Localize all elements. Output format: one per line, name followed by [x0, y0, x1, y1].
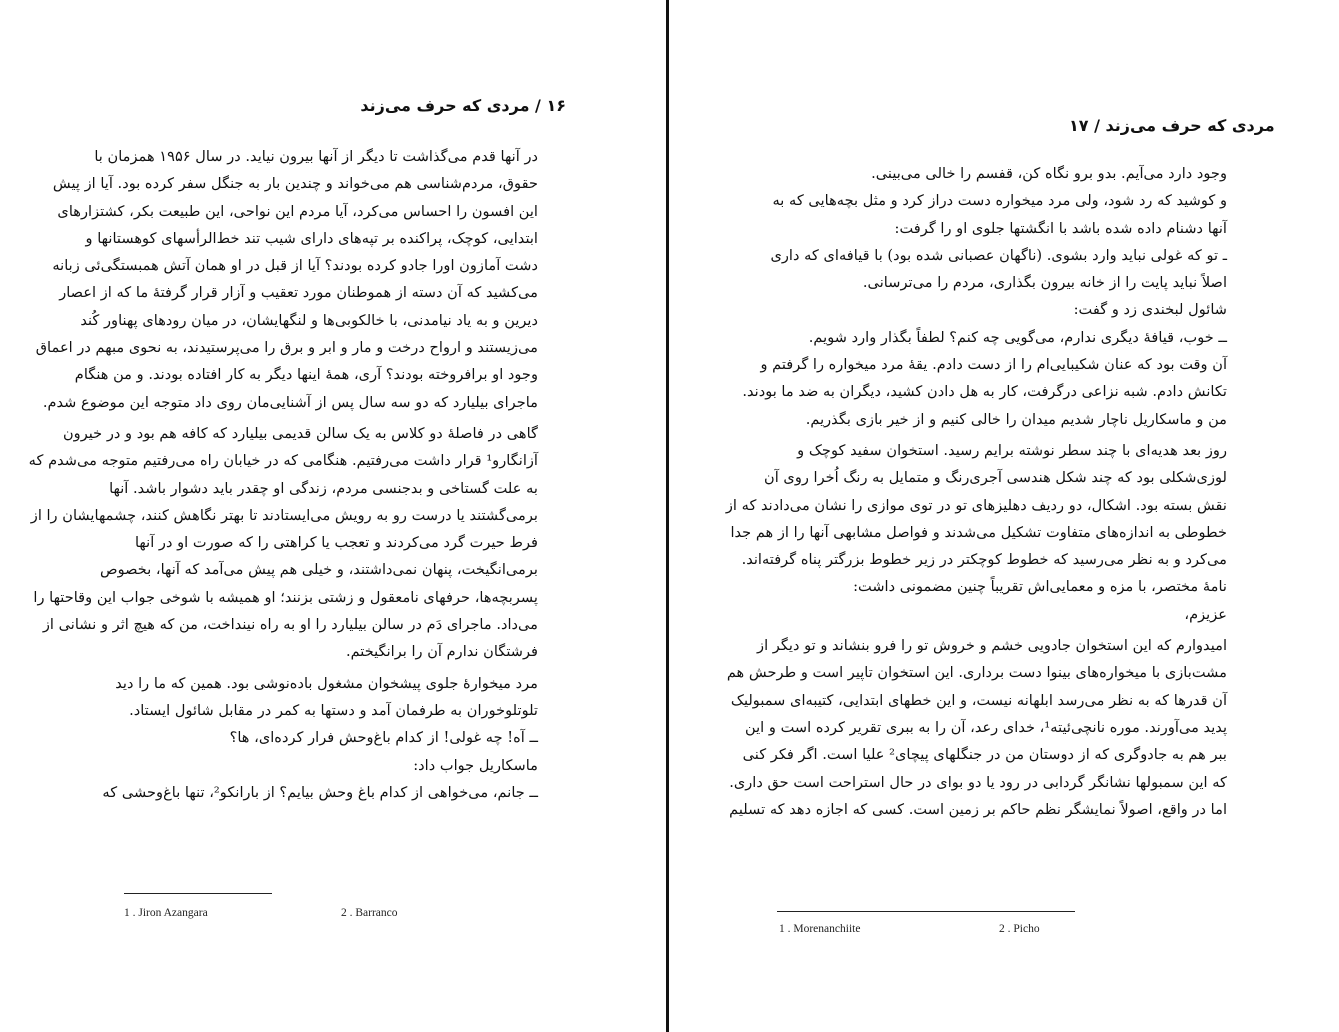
- text-line: برمی‌گشتند یا درست رو به رویش می‌ایستادند تا بهتر نگاهش کنند، چشمهایشان را از: [30, 506, 538, 524]
- text-line: فرشتگان ندارم آن را برانگیختم.: [345, 643, 538, 661]
- page-body: [725, 160, 1227, 823]
- footnote-1: 1 . Morenanchiite: [779, 923, 861, 935]
- text-line: مشت‌بازی با میخواره‌های بینوا دست برداری. این استخوان تاپیر است و طرحش هم: [726, 664, 1227, 682]
- left-page: [0, 0, 666, 1032]
- text-line: تکانش دادم. شبه نزاعی درگرفت، کار به هل دادن کشید، دیگران به ضد ما بودند.: [742, 383, 1227, 401]
- text-line: شائول لبخندی زد و گفت:: [1073, 301, 1227, 319]
- text-line: پدید می‌آورند. موره نانچی‌ئیته¹، خدای رعد، آن را به ببری تقریر کرده است و این: [745, 718, 1227, 736]
- text-line: و کوشید که رد شود، ولی مرد میخواره دست دراز کرد و مثل بچه‌هایی که به: [772, 192, 1227, 210]
- footnote-2: 2 . Picho: [999, 923, 1040, 935]
- text-line: دیرین و به یاد نیامدنی، با خالکوبی‌ها و لنگهایشان، در میان رودهای پهناور کُند: [80, 311, 538, 329]
- text-line: امیدوارم که این استخوان جادویی خشم و خروش تو را فرو بنشاند و تو دیگر از: [757, 637, 1227, 655]
- text-line: اما در واقع، اصولاً نمایشگر نظم حاکم بر زمین است. کسی که اجازه دهد که تسلیم: [729, 800, 1227, 818]
- text-line: که این سمبولها نشانگر گردابی در رود یا دو بوای در حال استراحت است حق داری.: [729, 773, 1227, 791]
- text-line: می‌زیستند و ارواح درخت و مار و ابر و برق را می‌پرستیدند، به نحوی مبهم در اعماق: [35, 339, 538, 357]
- page-body: [28, 143, 538, 806]
- text-line: عزیزم،: [1184, 605, 1227, 623]
- text-line: پسربچه‌ها، حرفهای نامعقول و زشتی بزنند؛ او همیشه با شوخی جواب این وقاحتها را: [33, 588, 538, 606]
- text-line: تلوتلوخوران به طرفمان آمد و دستها به کمر در مقابل شائول ایستاد.: [129, 701, 538, 719]
- text-line: به علت گستاخی و بدجنسی مردم، زندگی او چقدر باید دشوار باشد. آنها: [109, 479, 538, 497]
- text-line: می‌کرد و به نظر می‌رسید که خطوط کوچکتر در زیر خطوط بزرگتر پناه گرفته‌اند.: [741, 551, 1227, 569]
- text-line: ماجرای بیلیارد که دو سه سال پس از آشنایی‌مان روی داد متوجه این موضوع شدم.: [42, 393, 538, 411]
- text-line: روز بعد هدیه‌ای با چند سطر نوشته برایم رسید. استخوان سفید کوچک و: [797, 441, 1227, 459]
- text-line: می‌داد. ماجرای دَم در سالن بیلیارد را او به راه نینداخت، من که هیچ اثر و نشانی از: [42, 616, 538, 634]
- text-line: گاهی در فاصلهٔ دو کلاس به یک سالن قدیمی بیلیارد که کافه هم بود و در خیرون: [62, 424, 538, 442]
- footnote-2: 2 . Barranco: [341, 907, 398, 919]
- text-line: خطوطی به اندازه‌های متفاوت تشکیل می‌شدند و فواصل مشابهی آنها را از هم جدا: [730, 523, 1227, 541]
- text-line: ــ جانم، می‌خواهی از کدام باغ وحش بیایم؟ از بارانکو²، تنها باغ‌وحشی که: [102, 783, 538, 801]
- footnote-1: 1 . Jiron Azangara: [124, 907, 208, 919]
- footnote-divider: [124, 893, 272, 894]
- text-line: دشت آمازون اورا جادو کرده بودند؟ آیا از قبل در او همان آتش همبستگی‌ئی زبانه: [52, 257, 538, 275]
- page-header: ۱۶ / مردی که حرف می‌زند: [360, 96, 566, 115]
- text-line: مرد میخوارهٔ جلوی پیشخوان مشغول باده‌نوشی بود. همین که ما را دید: [115, 674, 538, 692]
- text-line: این افسون را احساس می‌کرد، آیا مردم این نواحی، این طبیعت بکر، کشتزارهای: [57, 202, 538, 220]
- text-line: آزانگارو¹ قرار داشت می‌رفتیم. هنگامی که در خیابان راه می‌رفتیم متوجه می‌شدم که: [28, 452, 538, 470]
- text-line: آن قدرها که به نظر می‌رسد ابلهانه نیست، و این خطهای ابتدایی، کتیبه‌ای سمبولیک: [730, 691, 1227, 709]
- text-line: اصلاً نباید پایت را از خانه بیرون بگذاری، مردم را می‌ترسانی.: [862, 274, 1227, 292]
- footnote-divider: [777, 911, 1075, 912]
- text-line: ببر هم به جادوگری که از دوستان من در جنگلهای پیچای² علیا است. اگر فکر کنی: [742, 746, 1227, 764]
- text-line: در آنها قدم می‌گذاشت تا دیگر از آنها بیرون نیاید. در سال ۱۹۵۶ همزمان با: [94, 148, 538, 165]
- text-line: وجود دارد می‌آیم. بدو برو نگاه کن، قفسم را خالی می‌بینی.: [871, 165, 1227, 182]
- text-line: آن وقت بود که عنان شکیبایی‌ام را از دست دادم. یقهٔ مرد میخواره را گرفتم و: [760, 356, 1227, 374]
- text-line: آنها دشنام داده شده باشد با انگشتها جلوی او را گرفت:: [894, 219, 1227, 237]
- text-line: برمی‌انگیخت، پنهان نمی‌داشتند، و خیلی هم پیش می‌آمد که آنها، بخصوص: [99, 561, 538, 579]
- text-line: لوزی‌شکلی بود که چند شکل هندسی آجری‌رنگ و متمایل به رنگ اُخرا روی آن: [763, 469, 1227, 487]
- text-line: من و ماسکاریل ناچار شدیم میدان را خالی کنیم و از خیر بازی بگذریم.: [805, 410, 1227, 428]
- text-line: ـ تو که غولی نباید وارد بشوی. (ناگهان عصبانی شده بود) با قیافه‌ای که داری: [770, 246, 1227, 264]
- text-line: ــ خوب، قیافهٔ دیگری ندارم، می‌گویی چه کنم؟ لطفاً بگذار وارد شویم.: [808, 328, 1227, 346]
- text-line: ماسکاریل جواب داد:: [413, 756, 538, 774]
- text-line: نامهٔ مختصر، با مزه و معمایی‌اش تقریباً چنین مضمونی داشت:: [853, 578, 1227, 596]
- text-line: نقش بسته بود. اشکال، دو ردیف دهلیزهای تو در توی موازی را نشان می‌دادند که از: [725, 496, 1227, 514]
- page-header: مردی که حرف می‌زند / ۱۷: [1069, 116, 1275, 135]
- text-line: حقوق، مردم‌شناسی هم می‌خواند و چندین بار به جنگل سفر کرده بود. آیا از پیش: [52, 175, 538, 193]
- text-line: ابتدایی، کوچک، پراکنده بر تپه‌های دارای شیب تند خط‌الرأسهای کوهستانها و: [85, 229, 538, 247]
- text-line: می‌کشید که آن دسته از هموطنان مورد تعقیب و آزار قرار گرفتهٔ ما که از اعصار: [59, 284, 538, 302]
- text-line: ــ آه! چه غولی! از کدام باغ‌وحش فرار کرده‌ای، ها؟: [229, 729, 538, 747]
- right-page: [669, 0, 1339, 1032]
- text-line: فرط حیرت گرد می‌کردند و تعجب یا کراهتی را که صورت او در آنها: [134, 534, 538, 552]
- text-line: وجود او برافروخته بودند؟ آری، همهٔ اینها دیگر به کار افتاده بودند. و من هنگام: [74, 366, 538, 384]
